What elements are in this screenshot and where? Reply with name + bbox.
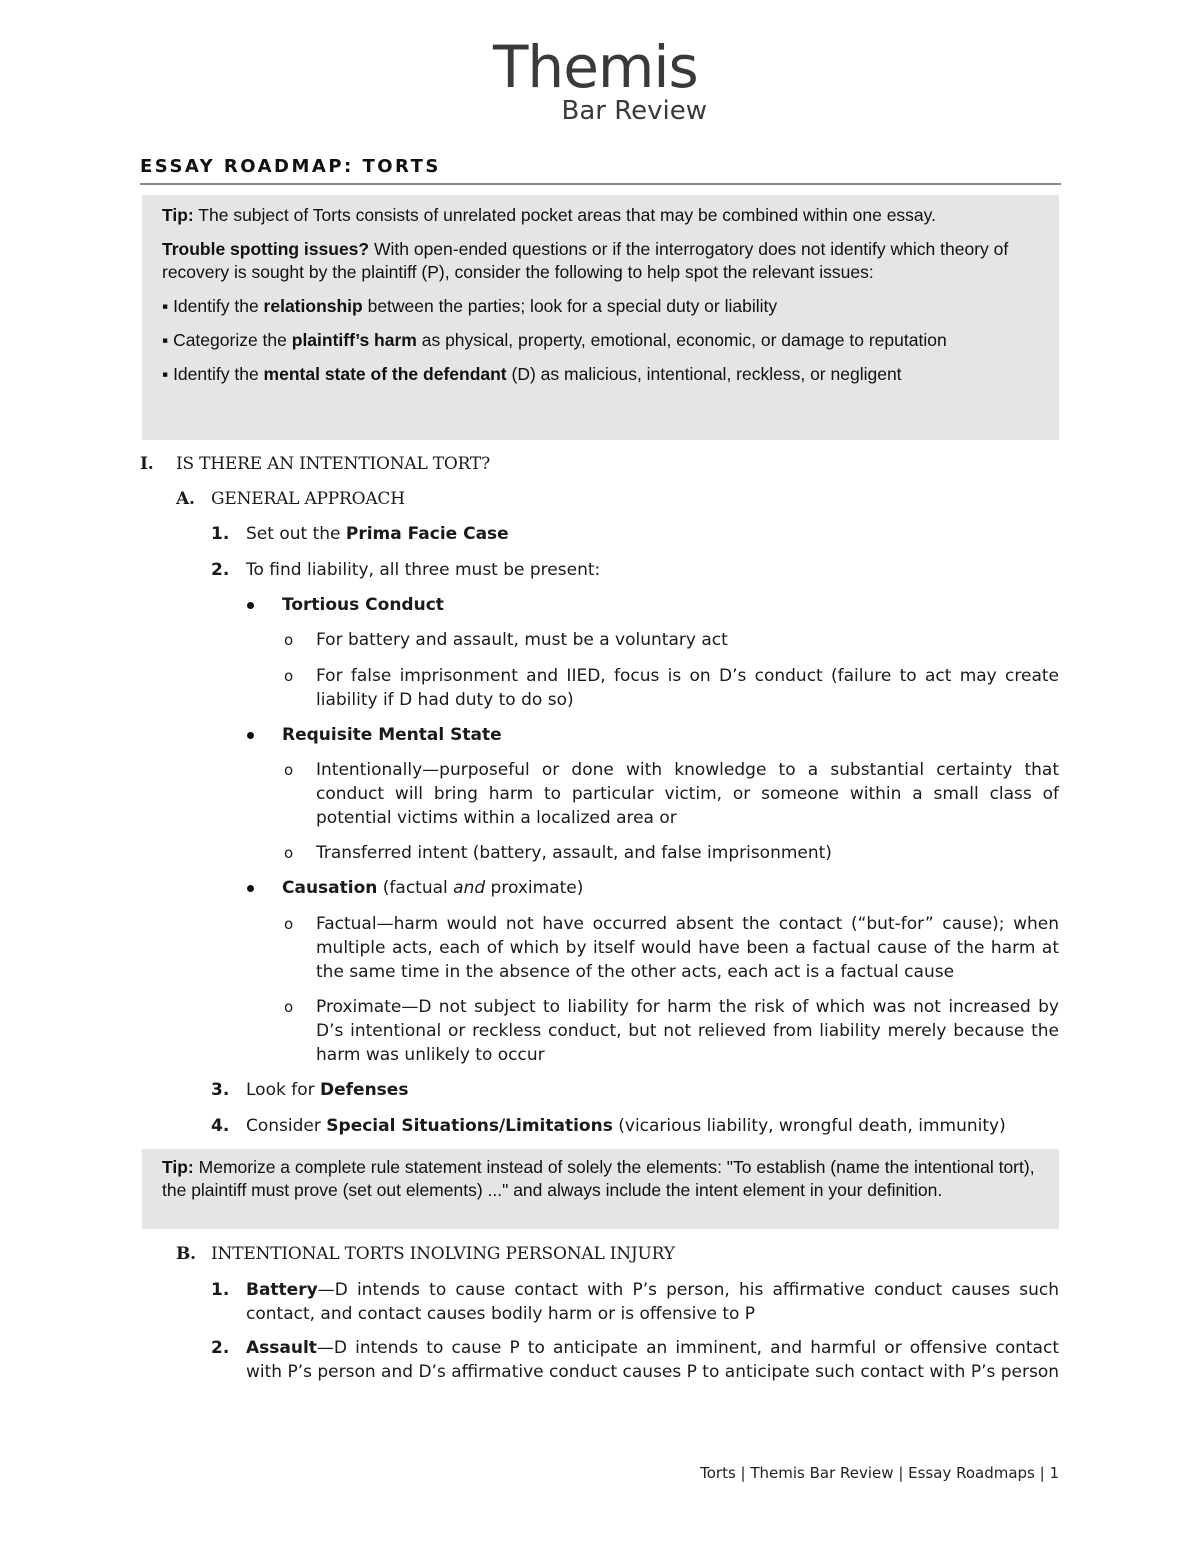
tip-item-mental-state: ▪ Identify the mental state of the defendant (D) as malicious, intentional, reckless, or negligent <box>162 364 902 384</box>
page-footer: Torts | Themis Bar Review | Essay Roadmaps | 1 <box>700 1464 1059 1482</box>
tip-paragraph <box>162 204 1039 227</box>
tip-text: The subject of Torts consists of unrelated pocket areas that may be combined within one essay. <box>193 205 936 225</box>
trouble-label: Trouble spotting issues? <box>162 239 370 259</box>
themis-logo <box>493 33 715 128</box>
logo-subtitle: Bar Review <box>561 96 707 126</box>
tip-item-harm: ▪ Categorize the plaintiff’s harm as physical, property, emotional, economic, or damage to reputation <box>162 330 947 350</box>
tip-label: Tip: <box>162 205 194 225</box>
bullet-icon <box>247 732 254 739</box>
bullet-icon <box>247 885 254 892</box>
bullet-icon <box>247 602 254 609</box>
page-title: ESSAY ROADMAP: TORTS <box>140 156 441 177</box>
trouble-paragraph <box>162 238 1039 284</box>
title-divider <box>140 183 1061 185</box>
tip-box-rule-statement <box>142 1149 1059 1229</box>
tip-paragraph <box>162 1156 1039 1202</box>
tip-box-trouble-spotting <box>142 195 1059 440</box>
trouble-text: With open-ended questions or if the interrogatory does not identify which theory of recovery is sought by the plaintiff (P), consider the following to help spot the relevant issues: <box>162 239 1009 282</box>
tip-label: Tip: <box>162 1157 194 1177</box>
tip-text: Memorize a complete rule statement instead of solely the elements: "To establish (name the intentional tort), the plaintiff must prove (set out elements) ..." and always include the intent element in your definition. <box>162 1157 1035 1200</box>
logo-brand: Themis <box>493 33 698 101</box>
tip-item-relationship: ▪ Identify the relationship between the parties; look for a special duty or liability <box>162 296 778 316</box>
